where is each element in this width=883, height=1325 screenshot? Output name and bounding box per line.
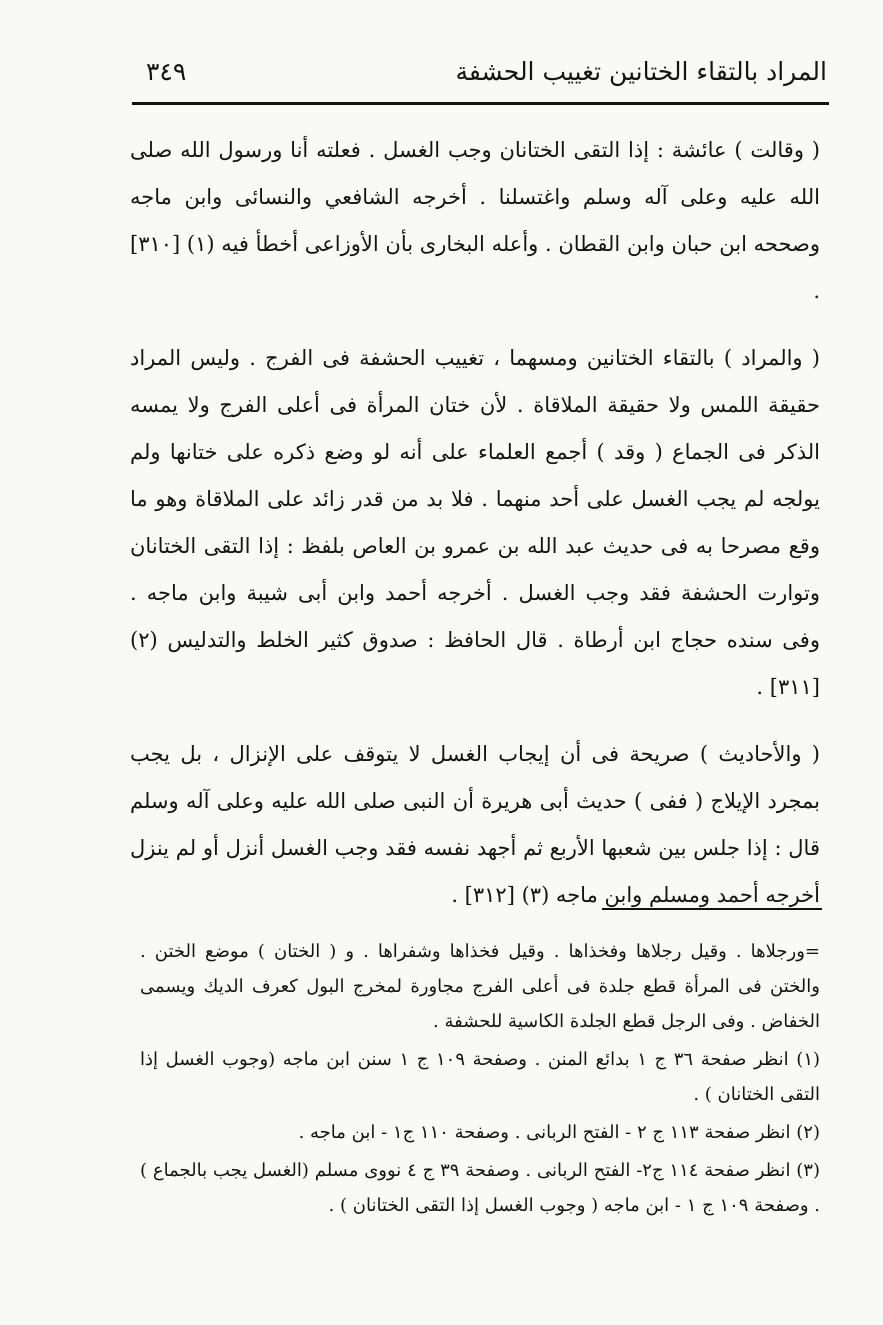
footnotes — [140, 934, 820, 1223]
page-number: ٣٤٩ — [146, 57, 187, 86]
footnote-continuation: =ورجلاها . وقيل رجلاها وفخذاها . وقيل فخذاها وشفراها . و ( الختان ) موضع الختن . والختن فى المرأة قطع جلدة فى أعلى الفرج مجاورة لمخرج البول كعرف الديك ويسمى الخفاض . وفى الرجل قطع الجلدة الكاسية للحشفة . — [140, 941, 820, 1032]
paragraph-meaning-of-meeting: ( والمراد ) بالتقاء الختانين ومسهما ، تغييب الحشفة فى الفرج . وليس المراد حقيقة اللمس ولا حقيقة الملاقاة . لأن ختان المرأة فى أعلى الفرج ولا يمسه الذكر فى الجماع ( وقد ) أجمع العلماء على أنه لو وضع ذكره على ختانها ولم يولجه لم يجب الغسل على أحد منهما . فلا بد من قدر زائد على الملاقاة وهو ما وقع مصرحا به فى حديث عبد الله بن عمرو بن العاص بلفظ : إذا التقى الختانان وتوارت الحشفة فقد وجب الغسل . أخرجه أحمد وابن أبى شيبة وابن ماجه . وفى سنده حجاج ابن أرطاة . قال الحافظ : صدوق كثير الخلط والتدليس (٢) [٣١١] . — [130, 346, 820, 699]
footnote-3: (٣) انظر صفحة ١١٤ ج٢- الفتح الربانى . وصفحة ٣٩ ج ٤ نووى مسلم (الغسل يجب بالجماع ) . وصفحة ١٠٩ ج ١ - ابن ماجه ( وجوب الغسل إذا التقى الختانان ) . — [140, 1160, 820, 1216]
page-header — [132, 52, 827, 102]
paragraph-aisha-hadith: ( وقالت ) عائشة : إذا التقى الختانان وجب الغسل . فعلته أنا ورسول الله صلى الله عليه وعلى آله وسلم واغتسلنا . أخرجه الشافعي والنسائى وابن ماجه وصححه ابن حبان وابن القطان . وأعله البخارى بأن الأوزاعى أخطأ فيه (١) [٣١٠] . — [130, 138, 821, 303]
footnote-2: (٢) انظر صفحة ١١٣ ج ٢ - الفتح الربانى . وصفحة ١١٠ ج١ - ابن ماجه . — [298, 1122, 820, 1143]
header-rule — [132, 102, 829, 105]
footnote-1: (١) انظر صفحة ٣٦ ج ١ بدائع المنن . وصفحة ١٠٩ ج ١ سنن ابن ماجه (وجوب الغسل إذا التقى الختانان ) . — [140, 1049, 821, 1105]
main-text — [130, 127, 820, 919]
footnote-rule — [602, 908, 822, 910]
paragraph-hadiths-explicit: ( والأحاديث ) صريحة فى أن إيجاب الغسل لا يتوقف على الإنزال ، بل يجب بمجرد الإيلاج ( ففى ) حديث أبى هريرة أن النبى صلى الله عليه وعلى آله وسلم قال : إذا جلس بين شعبها الأربع ثم أجهد نفسه فقد وجب الغسل أنزل أو لم ينزل أخرجه أحمد ومسلم وابن ماجه (٣) [٣١٢] . — [130, 742, 820, 907]
running-title: المراد بالتقاء الختانين تغييب الحشفة — [455, 57, 827, 86]
